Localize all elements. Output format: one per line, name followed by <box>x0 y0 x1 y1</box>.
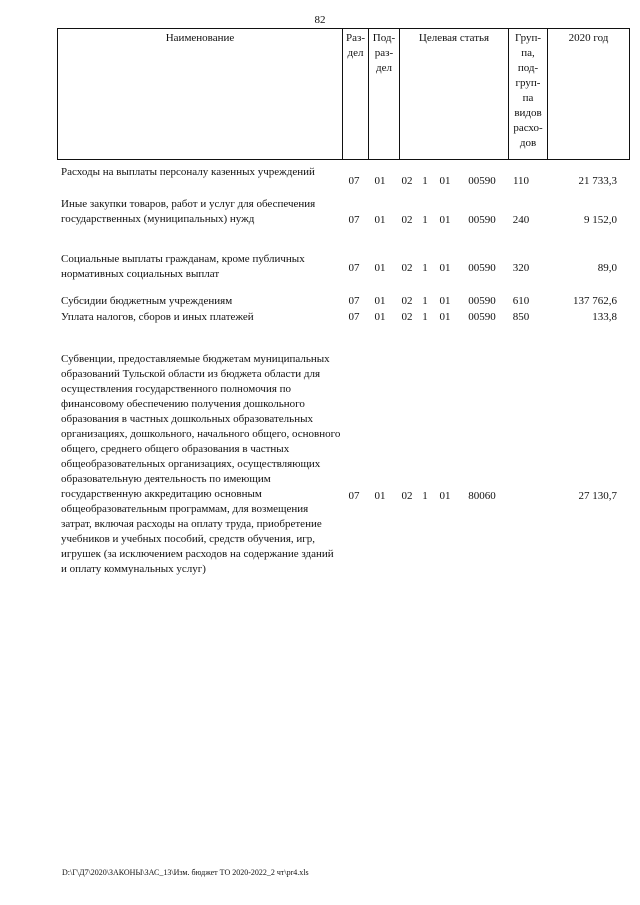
row-amount: 9 152,0 <box>584 214 617 226</box>
row-target-direction: 00590 <box>468 175 496 187</box>
table-header <box>57 28 630 160</box>
row-target-event: 01 <box>439 262 451 274</box>
row-target-direction: 00590 <box>468 262 496 274</box>
header-razdel: Раз- дел <box>343 29 369 160</box>
page-number: 82 <box>314 14 326 26</box>
row-amount: 137 762,6 <box>573 295 617 307</box>
row-name: Иные закупки товаров, работ и услуг для обеспечения государственных (муниципальных) нужд <box>61 198 316 225</box>
row-target-program: 02 <box>401 175 413 187</box>
row-target-direction: 00590 <box>468 214 496 226</box>
row-expense-group: 110 <box>512 175 530 187</box>
row-target-program: 02 <box>401 490 413 502</box>
row-target-direction: 80060 <box>468 490 496 502</box>
row-razdel: 07 <box>348 490 360 502</box>
row-amount: 21 733,3 <box>578 175 617 187</box>
row-target-direction: 00590 <box>468 311 496 323</box>
row-target-program: 02 <box>401 214 413 226</box>
file-path-footer: D:\Г\Д7\2020\ЗАКОНЫ\ЗАС_13\Изм. бюджет ТО 2020-2022_2 чт\pr4.xls <box>62 868 309 877</box>
row-target-subprogram: 1 <box>422 490 428 502</box>
row-razdel: 07 <box>348 175 360 187</box>
row-razdel: 07 <box>348 214 360 226</box>
row-amount: 89,0 <box>597 262 617 274</box>
header-year: 2020 год <box>548 29 630 160</box>
row-expense-group: 240 <box>512 214 530 226</box>
row-razdel: 07 <box>348 262 360 274</box>
row-target-subprogram: 1 <box>422 175 428 187</box>
row-podrazdel: 01 <box>374 490 386 502</box>
row-name: Уплата налогов, сборов и иных платежей <box>61 311 254 323</box>
header-podrazdel: Под- раз- дел <box>369 29 400 160</box>
header-expense-group: Груп- па, под- груп- па видов расхо- дов <box>509 29 548 160</box>
row-target-event: 01 <box>439 295 451 307</box>
row-podrazdel: 01 <box>374 295 386 307</box>
row-name: Субвенции, предоставляемые бюджетам муниципальных образований Тульской области из бюджета области для осуществления государственного полномочия по финансовому обеспечению получения дошкольного образования в частных дошкольных образовательных организациях, дошкольного, начального общего, основного общего, среднего общего образования в частных общеобразовательных организациях, осуществляющих образовательную деятельность по имеющим государственную аккредитацию основным общеобразовательным программам, для возмещения затрат, включая расходы на оплату труда, приобретение учебников и учебных пособий, средств обучения, игр, игрушек (за исключением расходов на содержание зданий и оплату коммунальных услуг) <box>61 353 341 575</box>
row-target-program: 02 <box>401 295 413 307</box>
row-target-subprogram: 1 <box>422 214 428 226</box>
row-podrazdel: 01 <box>374 175 386 187</box>
row-name: Расходы на выплаты персоналу казенных учреждений <box>61 166 315 178</box>
row-name: Социальные выплаты гражданам, кроме публичных нормативных социальных выплат <box>61 253 305 280</box>
row-amount: 133,8 <box>592 311 617 323</box>
row-target-direction: 00590 <box>468 295 496 307</box>
row-expense-group: 850 <box>512 311 530 323</box>
row-expense-group: 320 <box>512 262 530 274</box>
header-target-article: Целевая статья <box>400 29 509 160</box>
row-target-event: 01 <box>439 214 451 226</box>
row-podrazdel: 01 <box>374 214 386 226</box>
row-target-program: 02 <box>401 311 413 323</box>
row-target-subprogram: 1 <box>422 262 428 274</box>
row-target-event: 01 <box>439 175 451 187</box>
row-target-event: 01 <box>439 311 451 323</box>
row-podrazdel: 01 <box>374 262 386 274</box>
header-name: Наименование <box>58 29 343 160</box>
row-target-subprogram: 1 <box>422 295 428 307</box>
row-expense-group: 610 <box>512 295 530 307</box>
row-target-program: 02 <box>401 262 413 274</box>
row-podrazdel: 01 <box>374 311 386 323</box>
row-target-event: 01 <box>439 490 451 502</box>
row-razdel: 07 <box>348 295 360 307</box>
row-amount: 27 130,7 <box>578 490 617 502</box>
row-target-subprogram: 1 <box>422 311 428 323</box>
row-razdel: 07 <box>348 311 360 323</box>
row-name: Субсидии бюджетным учреждениям <box>61 295 233 307</box>
